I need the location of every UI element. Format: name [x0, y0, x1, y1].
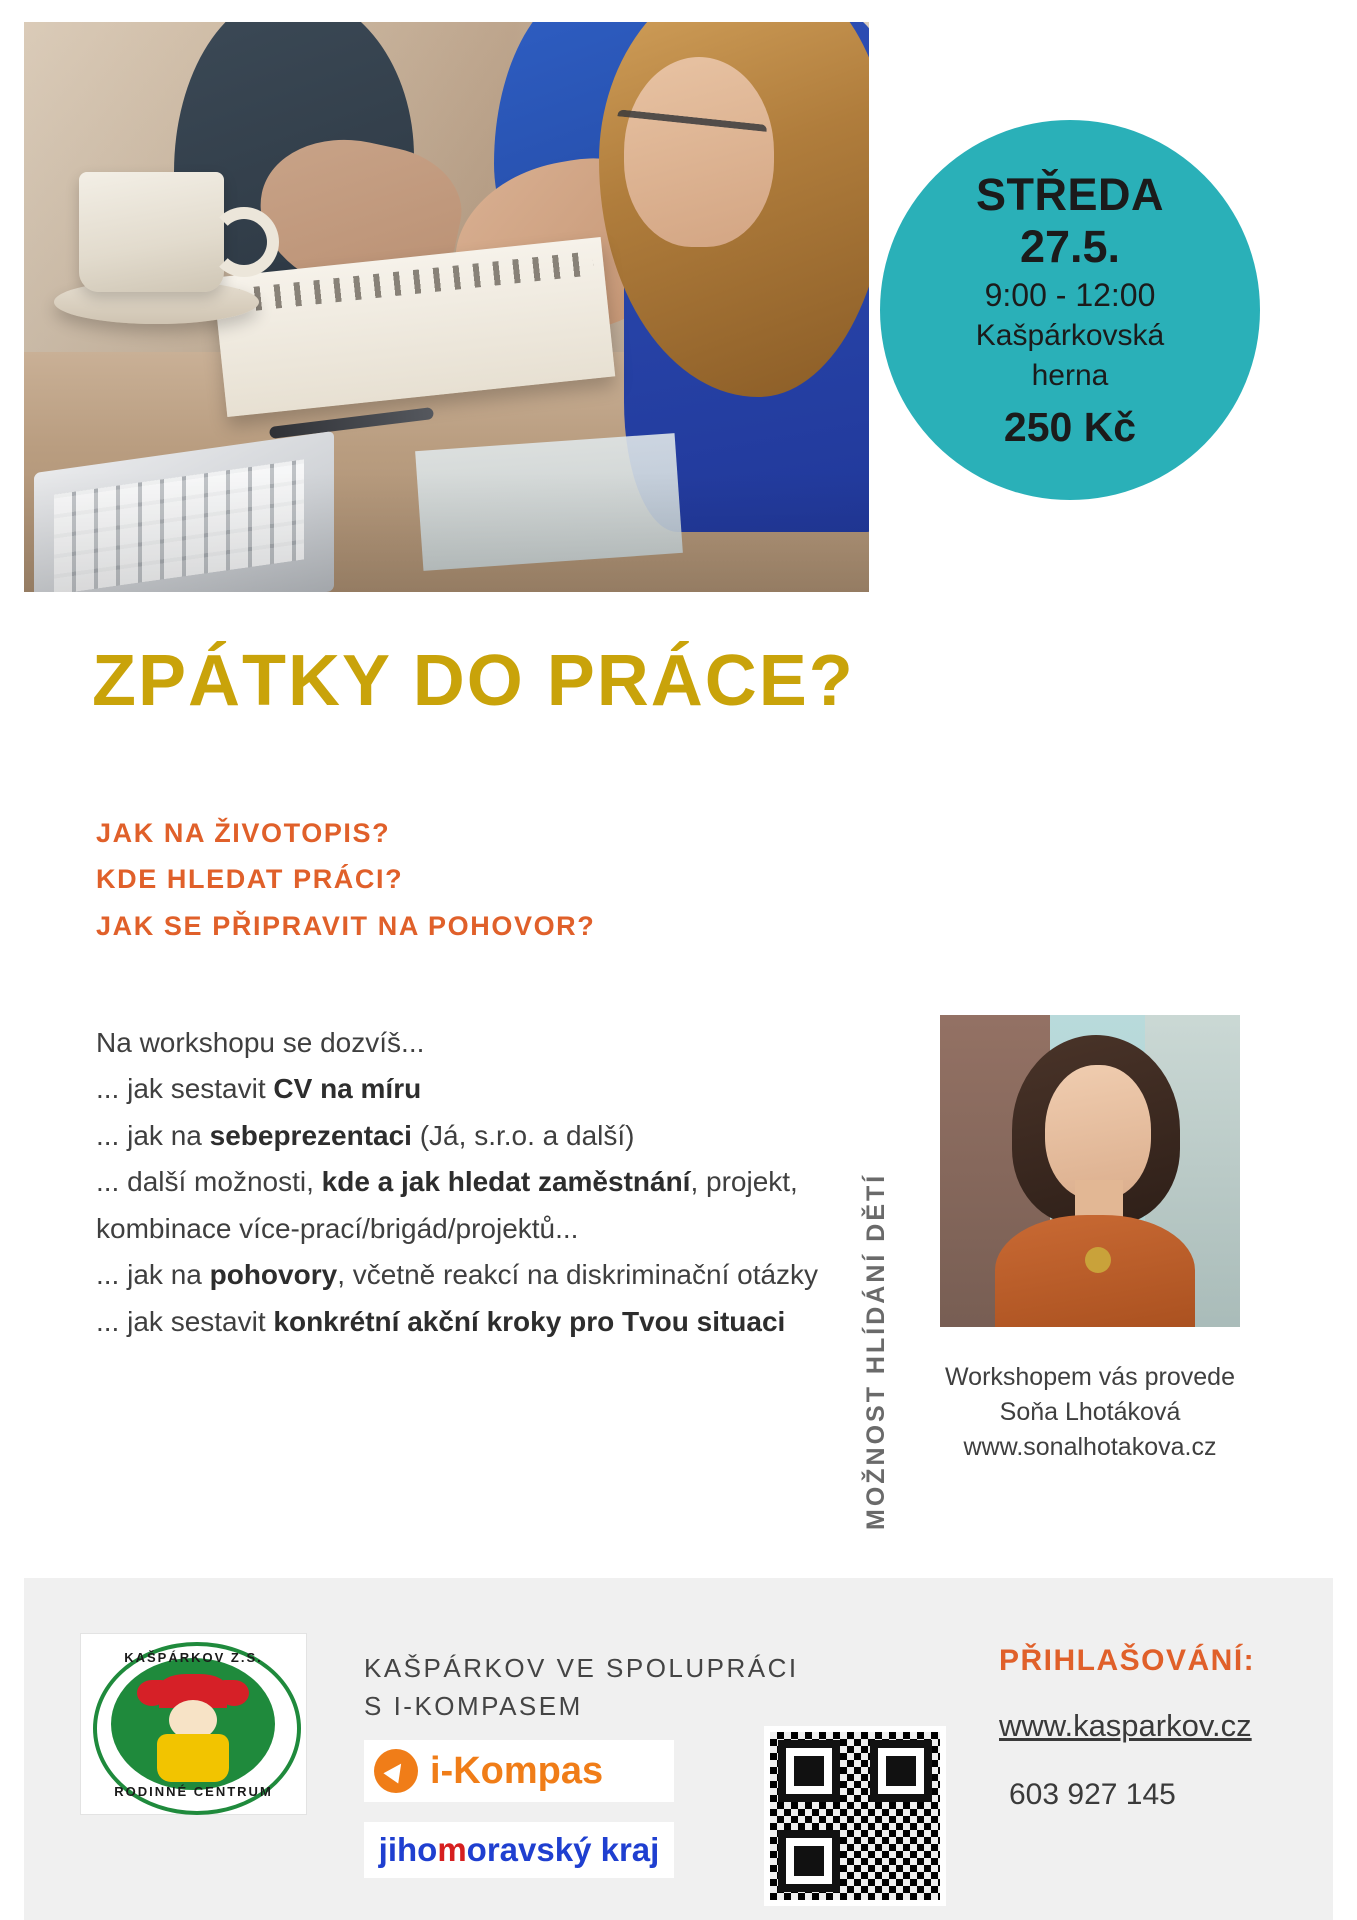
workshop-content-list	[96, 1020, 876, 1345]
event-time: 9:00 - 12:00	[984, 276, 1156, 313]
photo-mug-handle	[209, 207, 279, 277]
list-item	[96, 1299, 876, 1345]
qr-finder-top-right	[870, 1740, 932, 1802]
jmk-part-1: jiho	[378, 1831, 438, 1868]
cooperation-line-2: S I-KOMPASEM	[364, 1690, 583, 1721]
list-item-pre: ... jak sestavit	[96, 1073, 274, 1105]
event-place-line-1: Kašpárkovská	[975, 319, 1165, 353]
cooperation-text	[364, 1650, 799, 1725]
ikompas-logo	[364, 1740, 674, 1802]
jmk-part-3: oravský kraj	[466, 1831, 660, 1868]
presenter-caption	[900, 1360, 1280, 1465]
signup-heading: PŘIHLAŠOVÁNÍ:	[999, 1644, 1256, 1677]
childcare-note: MOŽNOST HLÍDÁNÍ DĚTÍ	[862, 1172, 890, 1530]
cooperation-line-1: KAŠPÁRKOV VE SPOLUPRÁCI	[364, 1653, 799, 1683]
hero-photo	[24, 22, 869, 592]
qr-finder-bottom-left	[778, 1830, 840, 1892]
logo-bottom-text: RODINNÉ CENTRUM	[114, 1784, 273, 1799]
question-list	[96, 810, 595, 949]
photo-coffee-mug	[79, 172, 224, 292]
page-title: ZPÁTKY DO PRÁCE?	[92, 641, 855, 721]
list-item-strong: sebeprezentaci	[209, 1119, 412, 1151]
qr-code[interactable]	[764, 1726, 946, 1906]
list-item-strong: pohovory	[209, 1259, 338, 1291]
ikompas-label: i-Kompas	[430, 1749, 604, 1792]
logo-top-text: KAŠPÁRKOV Z.S.	[124, 1650, 263, 1665]
list-item-strong: CV na míru	[273, 1073, 422, 1105]
compass-icon	[374, 1749, 418, 1793]
event-place-line-2: herna	[1031, 358, 1109, 392]
signup-phone[interactable]: 603 927 145	[1009, 1778, 1176, 1811]
event-day: STŘEDA	[975, 169, 1164, 221]
question-item: JAK NA ŽIVOTOPIS?	[96, 818, 391, 848]
photo-shading	[24, 472, 869, 592]
question-item: JAK SE PŘIPRAVIT NA POHOVOR?	[96, 910, 596, 941]
list-item-pre: ... další možnosti,	[96, 1166, 322, 1198]
list-item	[96, 1159, 876, 1252]
list-item	[96, 1066, 876, 1112]
list-item-strong: konkrétní akční kroky pro Tvou situaci	[273, 1305, 786, 1337]
qr-finder-top-left	[778, 1740, 840, 1802]
question-item: KDE HLEDAT PRÁCI?	[96, 864, 404, 895]
presenter-intro: Workshopem vás provede	[945, 1363, 1235, 1391]
kasparkov-logo	[80, 1633, 307, 1815]
footer	[24, 1578, 1333, 1920]
portrait-necklace	[1085, 1247, 1111, 1273]
list-item	[96, 1252, 876, 1298]
list-item	[96, 1113, 876, 1159]
list-item-pre: ... jak sestavit	[96, 1305, 274, 1337]
jmk-part-2: m	[437, 1831, 467, 1868]
list-item-pre: ... jak na	[96, 1119, 210, 1151]
event-details-badge	[880, 120, 1260, 500]
signup-url[interactable]: www.kasparkov.cz	[999, 1708, 1252, 1743]
jihomoravsky-kraj-logo	[364, 1822, 674, 1878]
event-price: 250 Kč	[1003, 404, 1137, 451]
event-date: 27.5.	[1019, 220, 1121, 272]
list-item-post: , včetně reakcí na diskriminační otázky	[337, 1259, 819, 1291]
list-item-pre: ... jak na	[96, 1259, 210, 1291]
list-item-strong: kde a jak hledat zaměstnání	[321, 1166, 691, 1198]
list-item-post: , projekt, kombinace více-prací/brigád/projektů...	[96, 1166, 798, 1244]
presenter-website[interactable]: www.sonalhotakova.cz	[963, 1433, 1217, 1461]
list-item-post: (Já, s.r.o. a další)	[411, 1119, 635, 1151]
jester-body	[157, 1734, 229, 1782]
presenter-photo	[940, 1015, 1240, 1327]
intro-line: Na workshopu se dozvíš...	[96, 1027, 425, 1058]
presenter-name: Soňa Lhotáková	[999, 1398, 1181, 1426]
